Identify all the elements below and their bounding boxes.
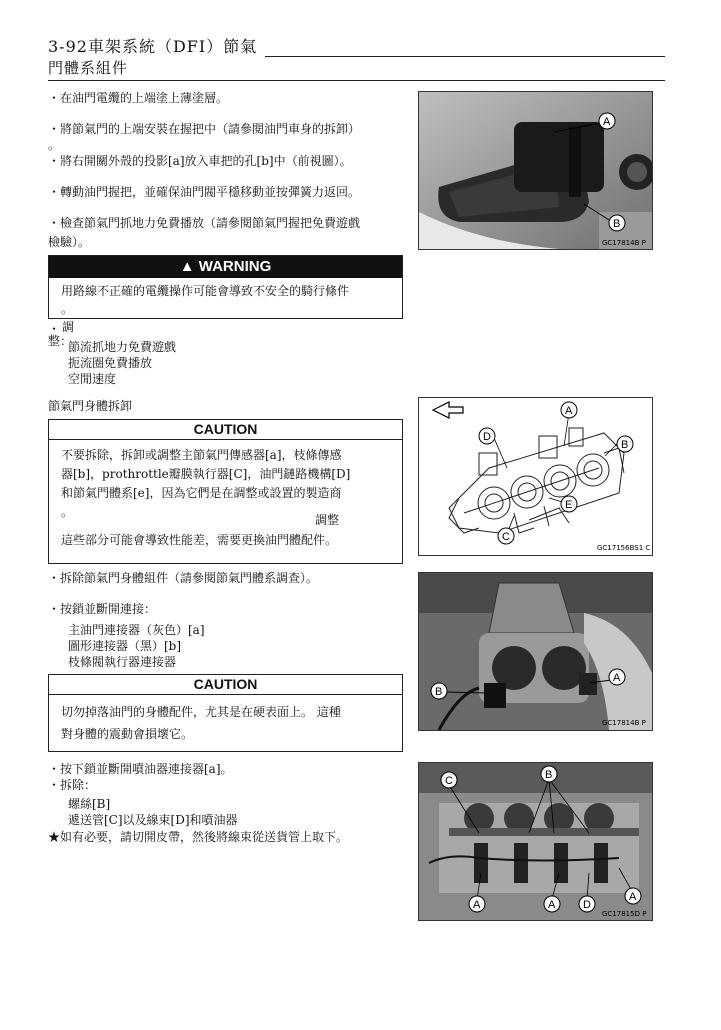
fig4-label-d: D	[583, 899, 591, 911]
caution-1-last-line: 這些部分可能會導致性能差，需要更換油門體配件。	[61, 533, 338, 547]
install-step-5: ・檢查節氣門抓地力免費播放（請參閱節氣門握把免費遊戲	[48, 216, 361, 230]
star-note: ★如有必要，請切開皮帶，然後將線束從送貨管上取下。	[48, 830, 349, 844]
adjust-bullet: ・	[48, 322, 61, 336]
figure-throttle-body-drawing	[418, 397, 653, 556]
fig4-label-a-2: A	[548, 899, 556, 911]
warning-header	[49, 256, 402, 278]
install-step-5-cont: 檢驗）。	[48, 235, 91, 249]
figure-connectors	[418, 572, 653, 731]
adjust-colon: ：	[60, 334, 73, 348]
fig4-label-b: B	[545, 769, 553, 781]
page-header-subtitle: 門體系組件	[48, 59, 129, 77]
throttle-body-line-drawing	[419, 398, 652, 555]
fig2-label-b: B	[621, 439, 629, 451]
header-rule-top	[265, 56, 665, 57]
fig3-label-b: B	[435, 686, 443, 698]
injectors-photo	[419, 763, 652, 920]
install-step-2: ・將節氣門的上端安裝在握把中（請參閱油門車身的拆卸）	[48, 122, 361, 136]
page-header-title: 3-92車架系統（DFI）節氣	[48, 37, 258, 56]
fig2-label-d: D	[483, 431, 491, 443]
fig1-label-b: B	[613, 218, 621, 230]
fig1-code: GC17814B P	[602, 239, 646, 247]
remove-item-1: 螺絲[B]	[68, 797, 111, 811]
caution-box-2	[48, 674, 403, 752]
fig3-code: GC17814B P	[602, 719, 646, 727]
injector-step-2: ・拆除：	[48, 778, 97, 792]
caution-1-line-3: 和節氣門體系[e]，因為它們是在調整或設置的製造商	[61, 486, 342, 500]
adjust-item-3: 空閒速度	[68, 372, 117, 386]
fig4-code: GC17815D P	[602, 910, 647, 918]
injector-step-1: ・按下鎖並斷開噴油器連接器[a]。	[48, 762, 233, 776]
adjust-word-top: 調	[62, 320, 75, 334]
fig4-label-c: C	[445, 775, 453, 787]
install-step-4: ・轉動油門握把，並確保油門閥平穩移動並按彈簧力返回。	[48, 185, 361, 199]
fig2-code: GC17156BS1 C	[597, 544, 651, 552]
caution-2-line-1: 切勿掉落油門的身體配件，尤其是在硬表面上。 這種	[61, 705, 341, 719]
throttle-grip-photo	[419, 92, 652, 249]
fig2-label-a: A	[565, 405, 573, 417]
caution-1-line-2: 器[b]，prothrottle瓣膜執行器[C]，油門鏈路機構[D]	[61, 467, 351, 481]
remove-item-2: 遞送管[C]以及線束[D]和噴油器	[68, 813, 238, 827]
fig1-label-a: A	[603, 116, 611, 128]
figure-throttle-grip	[418, 91, 653, 250]
fig2-label-e: E	[565, 499, 573, 511]
connector-item-2: 圖形連接器（黑）[b]	[68, 639, 182, 653]
caution-1-line-1: 不要拆除，拆卸或調整主節氣門傳感器[a]，枝條傳感	[61, 448, 342, 462]
install-step-2-cont: 。	[48, 138, 61, 152]
figure-injectors	[418, 762, 653, 921]
connector-item-1: 主油門連接器（灰色）[a]	[68, 623, 205, 637]
connector-item-3: 枝條閥執行器連接器	[68, 655, 177, 669]
connectors-photo	[419, 573, 652, 730]
adjust-item-2: 扼流圈免費播放	[68, 356, 153, 370]
removal-step-2: ・按鎖並斷開連接：	[48, 602, 157, 616]
removal-section-title: 節氣門身體拆卸	[48, 399, 133, 413]
header-rule-bottom	[48, 80, 665, 81]
removal-step-1: ・拆除節氣門身體組件（請參閱節氣門體系調查）。	[48, 571, 319, 585]
fig4-label-a-3: A	[629, 891, 637, 903]
warning-text-line-2: 。	[61, 302, 74, 316]
fig2-label-c: C	[502, 531, 510, 543]
adjust-item-1: 節流抓地力免費遊戲	[68, 340, 177, 354]
warning-title: WARNING	[198, 258, 272, 275]
caution-1-title: CAUTION	[49, 420, 402, 440]
install-step-1: ・在油門電纜的上端塗上薄塗層。	[48, 91, 229, 105]
caution-2-line-2: 對身體的震動會損壞它。	[61, 727, 194, 741]
adjust-word-bottom: 整	[48, 334, 61, 348]
warning-triangle-icon: ▲	[179, 258, 195, 275]
fig3-label-a: A	[613, 672, 621, 684]
caution-1-adjust-word: 調整	[315, 513, 340, 527]
caution-1-line-4: 。	[61, 505, 74, 519]
warning-text-line-1: 用路線不正確的電纜操作可能會導致不安全的騎行條件	[61, 284, 350, 298]
caution-box-1	[48, 419, 403, 564]
caution-2-title: CAUTION	[49, 675, 402, 695]
fig4-label-a-1: A	[473, 899, 481, 911]
warning-box	[48, 255, 403, 319]
install-step-3: ・將右開關外殼的投影[a]放入車把的孔[b]中（前視圖）。	[48, 154, 352, 168]
